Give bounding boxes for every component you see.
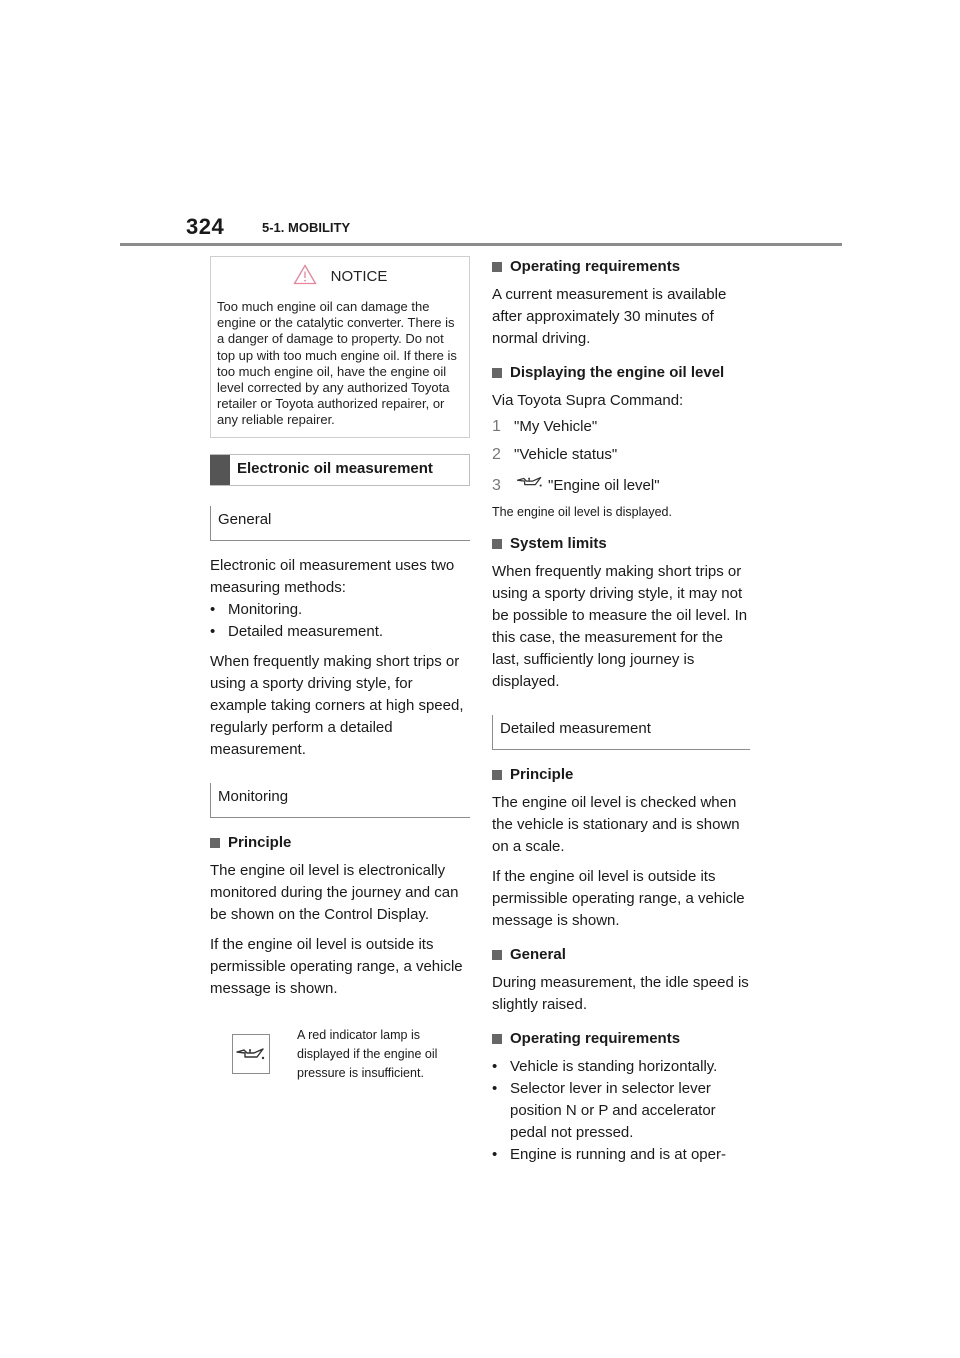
square-bullet-icon xyxy=(492,950,502,960)
notice-title: NOTICE xyxy=(330,267,388,285)
principle-heading: Principle xyxy=(492,764,750,786)
heading-bar xyxy=(210,455,230,485)
system-limits-heading: System limits xyxy=(492,533,750,555)
header-rule xyxy=(120,243,842,246)
general-heading: General xyxy=(492,944,750,966)
notice-box xyxy=(210,256,470,438)
list-item: • Vehicle is standing horizontally. xyxy=(492,1056,750,1078)
system-limits-text: When frequently making short trips or using a sporty driving style, it may not be possible to measure the oil level. In this case, the measurement for the last, sufficiently long journey is displayed. xyxy=(492,563,748,690)
operating-requirements-text: A current measurement is available after approximately 30 minutes of normal driving. xyxy=(492,286,727,347)
square-bullet-icon xyxy=(210,838,220,848)
list-item: • Monitoring. xyxy=(210,599,470,621)
list-item: • Selector lever in selector lever position N or P and accelerator pedal not pressed. xyxy=(492,1078,750,1144)
operating-requirements-heading: Operating requirements xyxy=(492,256,750,278)
general-text: During measurement, the idle speed is slightly raised. xyxy=(492,974,749,1013)
principle-heading: Principle xyxy=(210,832,470,854)
displayed-note: The engine oil level is displayed. xyxy=(492,505,672,519)
section-title: 5-1. MOBILITY xyxy=(262,220,351,235)
indicator-lamp-row xyxy=(210,1026,470,1083)
notice-text: Too much engine oil can damage the engine or the catalytic converter. There is a danger of damage to property. Do not top up with too much engine oil. If there is too much engine oil, have the engine oil level corrected by any authorized Toyota retailer or Toyota authorized repairer, or any reliable repairer. xyxy=(217,299,457,428)
intro-text: Electronic oil measurement uses two measuring methods: xyxy=(210,556,455,596)
subheading-detailed: Detailed measurement xyxy=(492,715,750,750)
heading-text: Electronic oil measurement xyxy=(237,459,433,477)
warning-icon xyxy=(293,264,317,289)
square-bullet-icon xyxy=(492,1034,502,1044)
section-heading xyxy=(210,454,470,486)
display-heading: Displaying the engine oil level xyxy=(492,362,750,384)
square-bullet-icon xyxy=(492,539,502,549)
right-column xyxy=(492,256,750,1166)
indicator-lamp-text: A red indicator lamp is displayed if the engine oil pressure is insufficient. xyxy=(297,1027,438,1080)
subheading-monitoring: Monitoring xyxy=(210,783,470,818)
oil-can-icon xyxy=(514,474,548,497)
page-number: 324 xyxy=(186,214,225,239)
principle-text-2: If the engine oil level is outside its permissible operating range, a vehicle message is shown. xyxy=(492,868,745,929)
principle-text: The engine oil level is checked when the vehicle is stationary and is shown on a scale. xyxy=(492,794,740,855)
advice-text: When frequently making short trips or using a sporty driving style, for example taking corners at high speed, regularly perform a detailed measurement. xyxy=(210,652,464,758)
left-column xyxy=(210,256,470,1083)
square-bullet-icon xyxy=(492,368,502,378)
operating-requirements-heading-2: Operating requirements xyxy=(492,1028,750,1050)
step-item: 1 "My Vehicle" xyxy=(492,418,598,435)
subheading-general: General xyxy=(210,506,470,541)
principle-text-2: If the engine oil level is outside its permissible operating range, a vehicle message is shown. xyxy=(210,935,463,997)
step-item: 3 "Engine oil level" xyxy=(492,474,750,497)
principle-text: The engine oil level is electronically monitored during the journey and can be shown on the Control Display. xyxy=(210,861,459,923)
square-bullet-icon xyxy=(492,770,502,780)
list-item: • Engine is running and is at oper- xyxy=(492,1144,750,1166)
oil-can-icon xyxy=(232,1034,270,1074)
square-bullet-icon xyxy=(492,262,502,272)
via-text: Via Toyota Supra Command: xyxy=(492,392,684,409)
notice-header xyxy=(217,265,463,287)
step-item: 2 "Vehicle status" xyxy=(492,446,618,463)
list-item: • Detailed measurement. xyxy=(210,621,470,643)
